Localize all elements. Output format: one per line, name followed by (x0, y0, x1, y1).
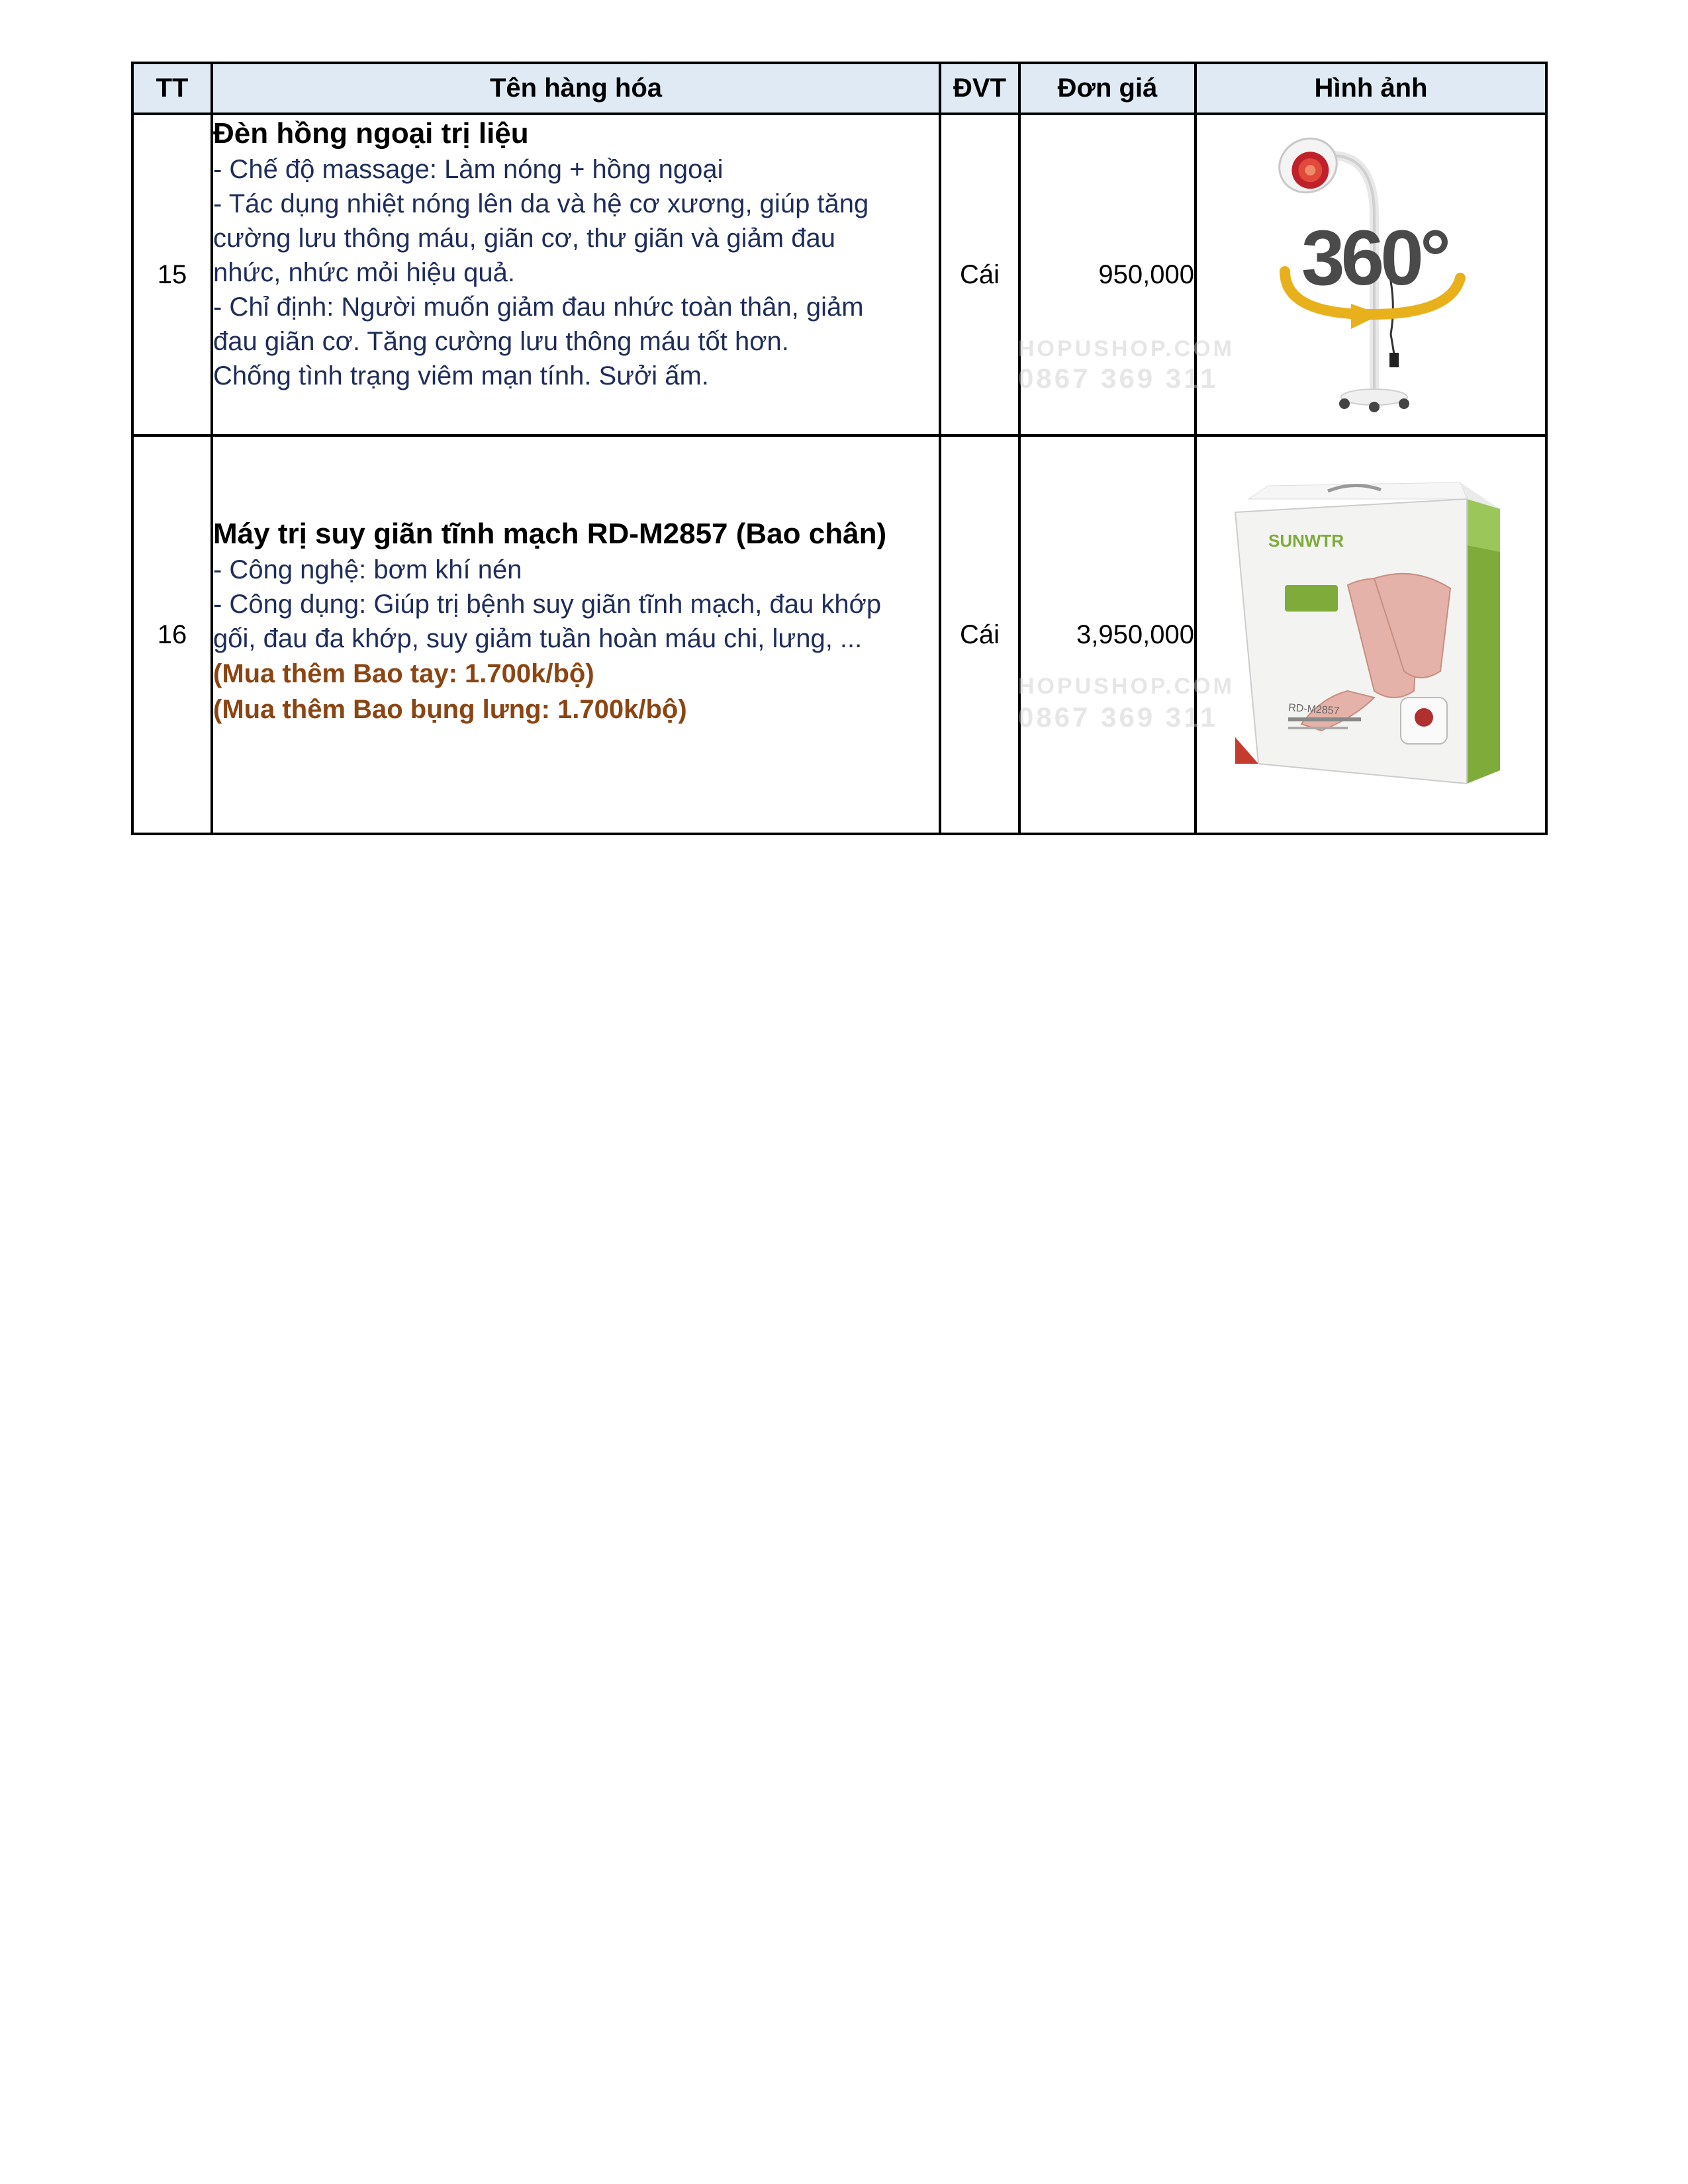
product-image-cell (1196, 114, 1546, 435)
watermark-phone: 0867 369 311 (1018, 363, 1219, 394)
box-brand-text: SUNWTR (1268, 531, 1344, 551)
row-number: 16 (132, 435, 212, 834)
table-row (132, 114, 1546, 435)
description-line: - Công dụng: Giúp trị bệnh suy giãn tĩnh mạch, đau khớp (213, 590, 882, 619)
description-line: - Chỉ định: Người muốn giảm đau nhức toàn thân, giảm (213, 293, 864, 322)
addon-offer: (Mua thêm Bao bụng lưng: 1.700k/bộ) (213, 695, 687, 724)
product-description-cell (212, 114, 940, 435)
infrared-lamp-image (1258, 136, 1483, 414)
description-line: gối, đau đa khớp, suy giảm tuần hoàn máu chi, lưng, ... (213, 624, 863, 653)
degree-label: 360° (1301, 214, 1448, 302)
description-line: đau giãn cơ. Tăng cường lưu thông máu tốt hơn. (213, 327, 789, 356)
header-unit: ĐVT (940, 63, 1019, 114)
box-model-text: RD-M2857 (1288, 702, 1340, 717)
addon-offer: (Mua thêm Bao tay: 1.700k/bộ) (213, 659, 594, 688)
product-title: Đèn hồng ngoại trị liệu (213, 117, 529, 150)
product-description-cell (212, 435, 940, 834)
description-line: - Chế độ massage: Làm nóng + hồng ngoại (213, 155, 724, 184)
description-line: Chống tình trạng viêm mạn tính. Sưởi ấm. (213, 361, 709, 390)
header-product-name: Tên hàng hóa (212, 63, 940, 114)
header-tt: TT (132, 63, 212, 114)
product-image-cell (1196, 435, 1546, 834)
header-image: Hình ảnh (1196, 63, 1546, 114)
description-line: cường lưu thông máu, giãn cơ, thư giãn và giảm đau (213, 224, 835, 253)
description-line: - Tác dụng nhiệt nóng lên da và hệ cơ xương, giúp tăng (213, 189, 869, 218)
row-number: 15 (132, 114, 212, 435)
unit-price-cell: 950,000 (1019, 114, 1196, 435)
header-unit-price: Đơn giá (1019, 63, 1196, 114)
description-line: nhức, nhức mỏi hiệu quả. (213, 258, 516, 287)
product-table (131, 62, 1548, 835)
watermark-phone: 0867 369 311 (1018, 702, 1219, 733)
table-header-row (132, 63, 1546, 114)
product-title: Máy trị suy giãn tĩnh mạch RD-M2857 (Bao chân) (213, 518, 887, 550)
description-line: - Công nghệ: bơm khí nén (213, 555, 522, 584)
watermark-site: HOPUSHOP.COM (1018, 674, 1235, 699)
unit-price-cell: 3,950,000 (1019, 435, 1196, 834)
compression-device-box-image (1222, 473, 1520, 797)
unit-cell: Cái (940, 114, 1019, 435)
unit-cell: Cái (940, 435, 1019, 834)
table-row (132, 435, 1546, 834)
watermark-site: HOPUSHOP.COM (1018, 336, 1235, 361)
